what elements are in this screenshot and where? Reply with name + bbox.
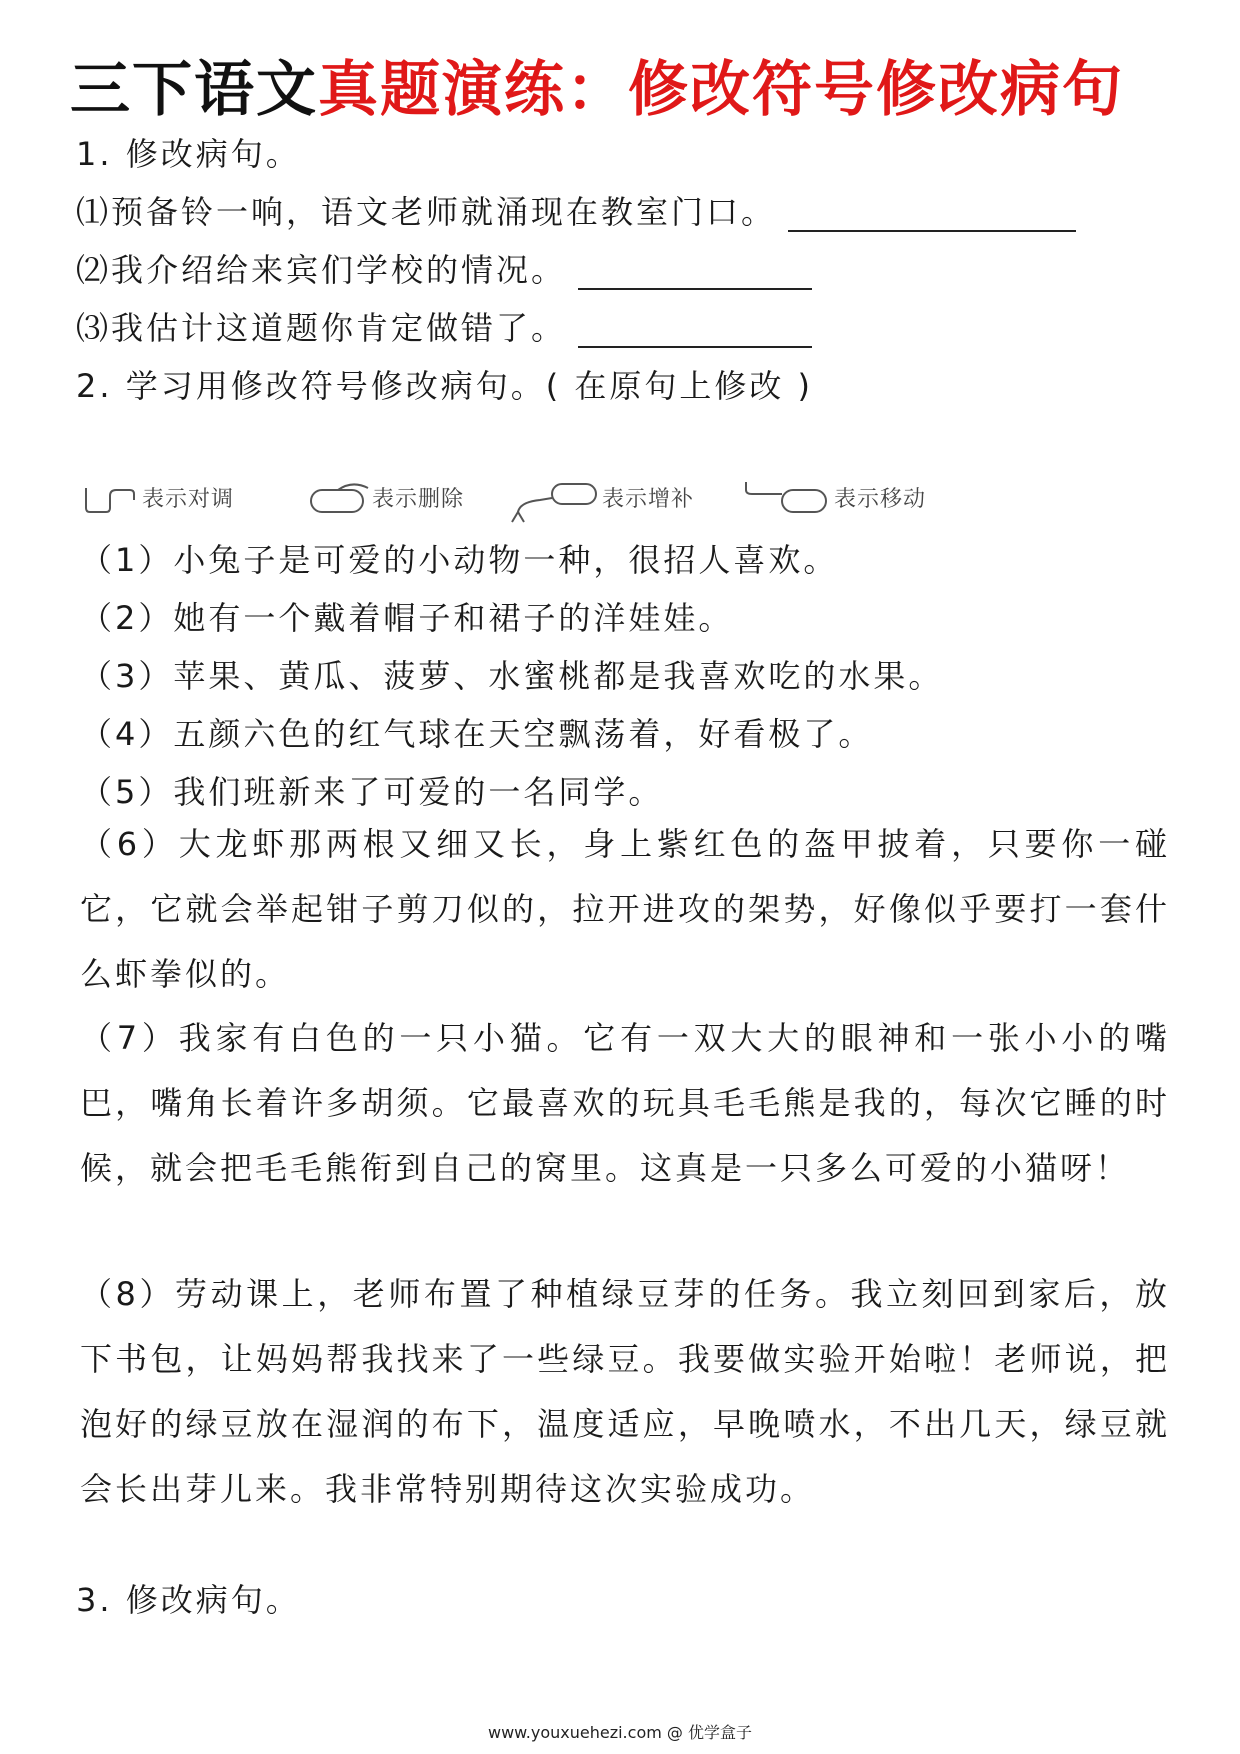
title-subject: 三下语文: [70, 55, 318, 125]
legend-swap-label: 表示对调: [142, 487, 235, 512]
legend-move-label: 表示移动: [834, 487, 927, 512]
section1-item-2: [76, 250, 812, 290]
page-title: [70, 50, 1180, 130]
footer-watermark: www.youxuehezi.com @ 优学盒子: [488, 1723, 752, 1742]
section2-item-8: （8）劳动课上，老师布置了种植绿豆芽的任务。我立刻回到家后，放下书包，让妈妈帮我找来了一些绿豆。我要做实验开始啦！老师说，把泡好的绿豆放在湿润的布下，温度适应，早晚喷水，不出几天，绿豆就会长出芽儿来。我非常特别期待这次实验成功。: [80, 1275, 1170, 1508]
section2-item-5: （5）我们班新来了可爱的一名同学。: [80, 773, 664, 811]
section2-item-2: （2）她有一个戴着帽子和裙子的洋娃娃。: [80, 599, 734, 637]
section1-item-2-text: ⑵我介绍给来宾们学校的情况。: [76, 251, 567, 289]
section2-heading: 2. 学习用修改符号修改病句。( 在原句上修改 ): [76, 367, 814, 405]
title-topic: 真题演练：修改符号修改病句: [318, 55, 1124, 125]
section1-item-1-text: ⑴预备铃一响，语文老师就涌现在教室门口。: [76, 193, 777, 231]
section2-item-6: （6）大龙虾那两根又细又长，身上紫红色的盔甲披着，只要你一碰它，它就会举起钳子剪刀似的，拉开进攻的架势，好像似乎要打一套什么虾拳似的。: [80, 825, 1170, 993]
section1-item-1: [76, 192, 1076, 232]
delete-symbol-icon: [308, 482, 374, 518]
section1-item-3-text: ⑶我估计这道题你肯定做错了。: [76, 309, 567, 347]
swap-symbol-icon: [80, 482, 140, 518]
section2-item-3: （3）苹果、黄瓜、菠萝、水蜜桃都是我喜欢吃的水果。: [80, 657, 944, 695]
answer-blank-2[interactable]: [578, 254, 812, 290]
legend-insert-label: 表示增补: [602, 487, 695, 512]
section3-heading: 3. 修改病句。: [76, 1581, 301, 1619]
section2-item-1: （1）小兔子是可爱的小动物一种，很招人喜欢。: [80, 541, 839, 579]
section2-item-4: （4）五颜六色的红气球在天空飘荡着，好看极了。: [80, 715, 874, 753]
move-symbol-icon: [742, 482, 834, 522]
legend-delete-label: 表示删除: [372, 487, 465, 512]
answer-blank-3[interactable]: [578, 312, 812, 348]
answer-blank-1[interactable]: [788, 196, 1076, 232]
section1-heading: 1. 修改病句。: [76, 135, 301, 173]
insert-symbol-icon: [510, 482, 602, 528]
section1-item-3: [76, 308, 812, 348]
section2-item-7: （7）我家有白色的一只小猫。它有一双大大的眼神和一张小小的嘴巴，嘴角长着许多胡须。它最喜欢的玩具毛毛熊是我的，每次它睡的时候，就会把毛毛熊衔到自己的窝里。这真是一只多么可爱的小猫呀！: [80, 1019, 1170, 1187]
correction-symbol-legend: [80, 472, 980, 532]
